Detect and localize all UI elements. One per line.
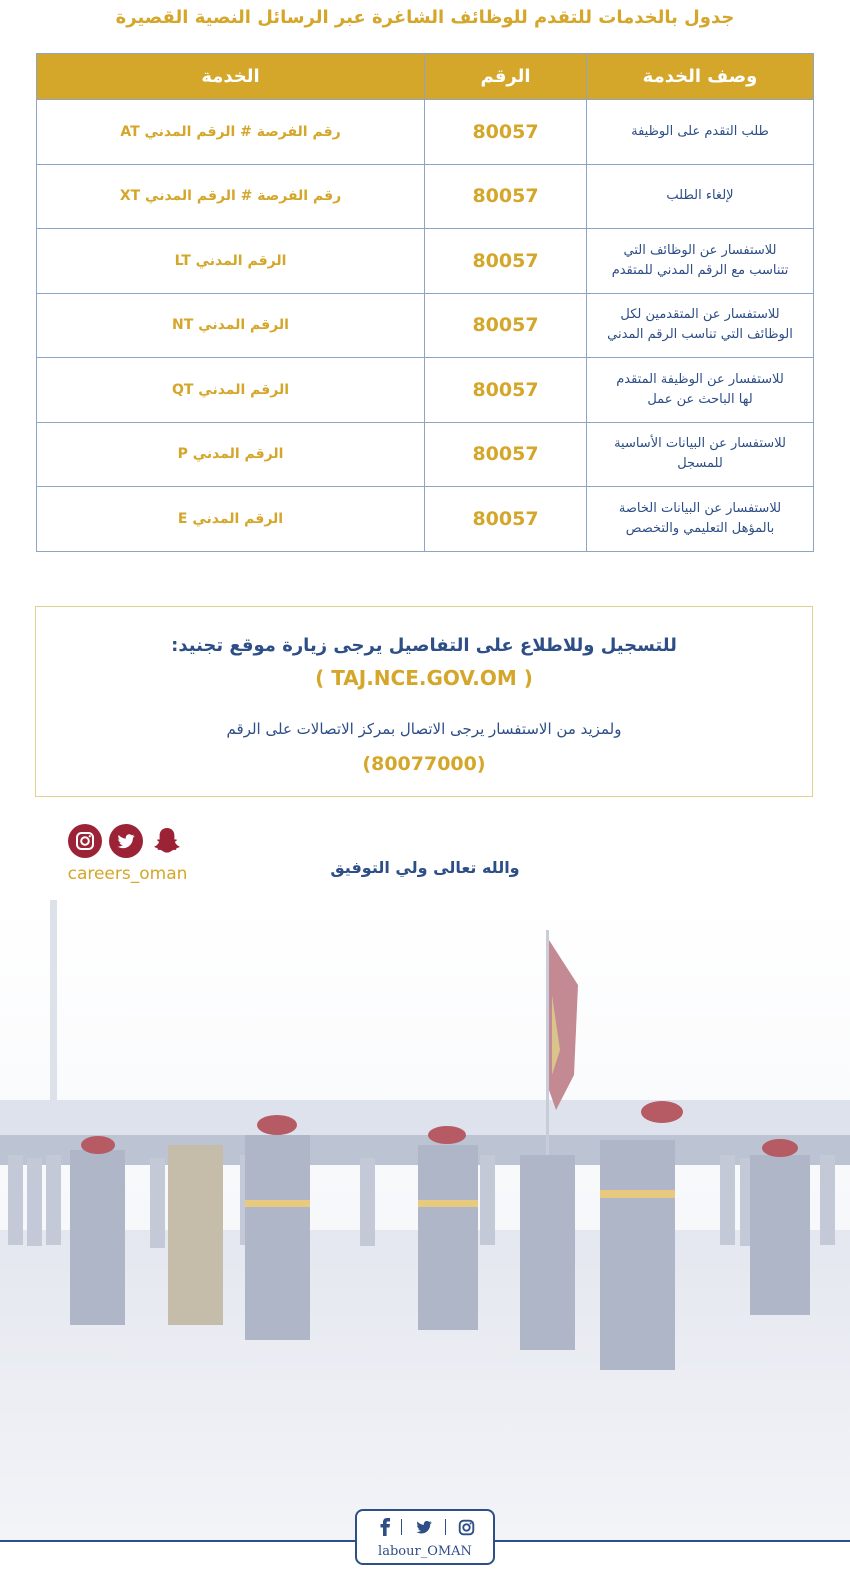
header-service: الخدمة (37, 54, 425, 100)
table-row (37, 100, 814, 165)
footer-separator (445, 1519, 446, 1535)
sms-command: الرقم المدني NT (37, 293, 425, 358)
sms-number: 80057 (425, 100, 587, 165)
closing-text: والله تعالى ولي التوفيق (330, 858, 520, 877)
service-description: للاستفسار عن الوظيفة المتقدم لها الباحث عن عمل (587, 358, 814, 423)
page-title: جدول بالخدمات للتقدم للوظائف الشاغرة عبر الرسائل النصية القصيرة (115, 7, 735, 28)
labour-handle: labour_OMAN (378, 1544, 472, 1559)
instagram-icon[interactable] (68, 824, 102, 858)
header-description: وصف الخدمة (587, 54, 814, 100)
table-row (37, 229, 814, 294)
table-row (37, 358, 814, 423)
careers-social (66, 824, 191, 894)
sms-number: 80057 (425, 229, 587, 294)
careers-handle: careers_oman (67, 864, 188, 884)
info-box (35, 606, 813, 797)
service-description: لإلغاء الطلب (587, 164, 814, 229)
service-description: للاستفسار عن المتقدمين لكل الوظائف التي تناسب الرقم المدني (587, 293, 814, 358)
footer-divider-left (0, 1540, 355, 1542)
labour-social-footer (355, 1509, 495, 1565)
table-row (37, 293, 814, 358)
service-description: للاستفسار عن البيانات الخاصة بالمؤهل التعليمي والتخصص (587, 487, 814, 552)
service-description: للاستفسار عن الوظائف التي تتناسب مع الرقم المدني للمتقدم (587, 229, 814, 294)
instagram-icon[interactable] (455, 1516, 477, 1538)
sms-command: الرقم المدني P (37, 422, 425, 487)
website-link[interactable]: ( TAJ.NCE.GOV.OM ) (315, 666, 533, 690)
contact-phone[interactable]: (80077000) (362, 753, 486, 775)
header-number: الرقم (425, 54, 587, 100)
military-parade-photo (0, 900, 850, 1540)
sms-number: 80057 (425, 164, 587, 229)
facebook-icon[interactable] (374, 1516, 396, 1538)
sms-command: الرقم المدني QT (37, 358, 425, 423)
sms-command: رقم الفرصة # الرقم المدني AT (37, 100, 425, 165)
sms-command: الرقم المدني LT (37, 229, 425, 294)
table-header-row (37, 54, 814, 100)
sms-command: الرقم المدني E (37, 487, 425, 552)
contact-text: ولمزيد من الاستفسار يرجى الاتصال بمركز الاتصالات على الرقم (226, 720, 622, 738)
register-text: للتسجيل وللاطلاع على التفاصيل يرجى زيارة موقع تجنيد: (171, 635, 677, 656)
sms-command: رقم الفرصة # الرقم المدني XT (37, 164, 425, 229)
twitter-icon[interactable] (109, 824, 143, 858)
service-description: طلب التقدم على الوظيفة (587, 100, 814, 165)
table-row (37, 422, 814, 487)
sms-number: 80057 (425, 293, 587, 358)
table-row (37, 487, 814, 552)
sms-number: 80057 (425, 422, 587, 487)
snapchat-icon[interactable] (150, 824, 184, 858)
service-description: للاستفسار عن البيانات الأساسية للمسجل (587, 422, 814, 487)
footer-divider-right (495, 1540, 850, 1542)
sms-number: 80057 (425, 358, 587, 423)
table-row (37, 164, 814, 229)
twitter-icon[interactable] (413, 1516, 435, 1538)
sms-number: 80057 (425, 487, 587, 552)
services-table (36, 53, 814, 552)
footer-separator (401, 1519, 402, 1535)
